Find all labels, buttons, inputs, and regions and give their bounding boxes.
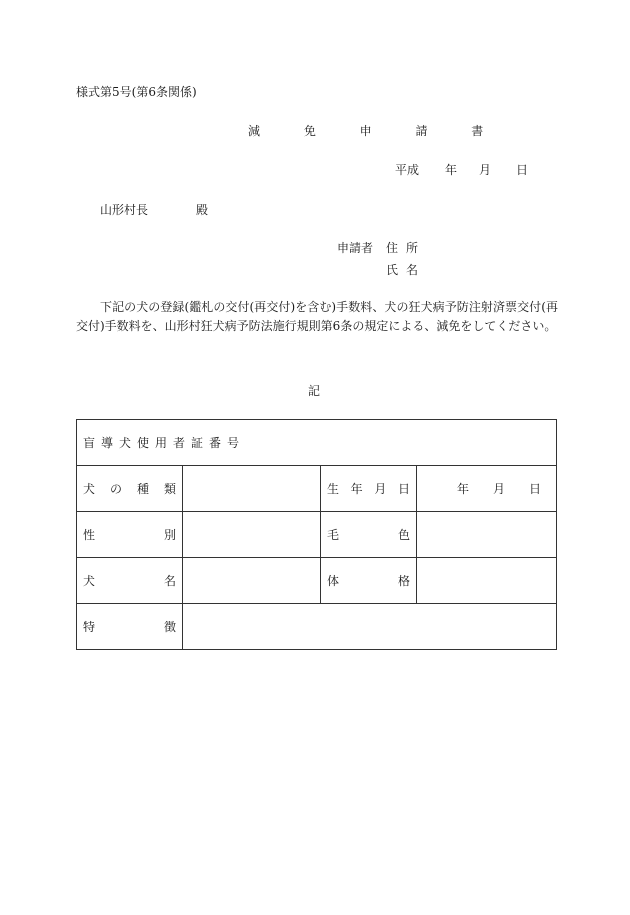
birth-date-field[interactable] bbox=[417, 466, 557, 512]
sex-field[interactable] bbox=[183, 512, 321, 558]
table-row bbox=[77, 466, 557, 512]
addressee-honorific: 殿 bbox=[196, 203, 209, 217]
table-row bbox=[77, 558, 557, 604]
dog-breed-field[interactable] bbox=[183, 466, 321, 512]
table-row bbox=[77, 604, 557, 650]
date-era: 平成 bbox=[395, 163, 420, 177]
table-row bbox=[77, 512, 557, 558]
addressee-name: 山形村長 bbox=[100, 203, 149, 217]
dog-name-field[interactable] bbox=[183, 558, 321, 604]
date-month-label: 月 bbox=[479, 163, 492, 177]
birth-month-label: 月 bbox=[493, 482, 506, 496]
request-body-text: 下記の犬の登録(鑑札の交付(再交付)を含む)手数料、犬の狂犬病予防注射済票交付(再交付)手数料を、山形村狂犬病予防法施行規則第6条の規定による、減免をしてください。 bbox=[76, 300, 558, 333]
applicant-address-label: 住所 bbox=[386, 241, 427, 255]
coat-color-label: 毛色 bbox=[321, 512, 417, 558]
sex-label: 性別 bbox=[77, 512, 183, 558]
build-label: 体格 bbox=[321, 558, 417, 604]
applicant-name-label: 氏名 bbox=[386, 263, 427, 277]
birth-date-label: 生年月日 bbox=[321, 466, 417, 512]
birth-day-label: 日 bbox=[529, 482, 542, 496]
build-field[interactable] bbox=[417, 558, 557, 604]
note-heading: 記 bbox=[308, 384, 321, 398]
dog-name-label: 犬名 bbox=[77, 558, 183, 604]
form-number-label: 様式第5号(第6条関係) bbox=[76, 85, 197, 99]
document-title: 減 免 申 請 書 bbox=[248, 124, 504, 138]
guide-dog-cert-number-label: 盲導犬使用者証番号 bbox=[77, 420, 557, 466]
dog-details-table bbox=[76, 419, 557, 650]
date-day-label: 日 bbox=[516, 163, 529, 177]
birth-year-label: 年 bbox=[457, 482, 470, 496]
date-year-label: 年 bbox=[445, 163, 458, 177]
coat-color-field[interactable] bbox=[417, 512, 557, 558]
table-row bbox=[77, 420, 557, 466]
applicant-label: 申請者 bbox=[337, 241, 374, 255]
features-label: 特徴 bbox=[77, 604, 183, 650]
features-field[interactable] bbox=[183, 604, 557, 650]
dog-breed-label: 犬の種類 bbox=[77, 466, 183, 512]
